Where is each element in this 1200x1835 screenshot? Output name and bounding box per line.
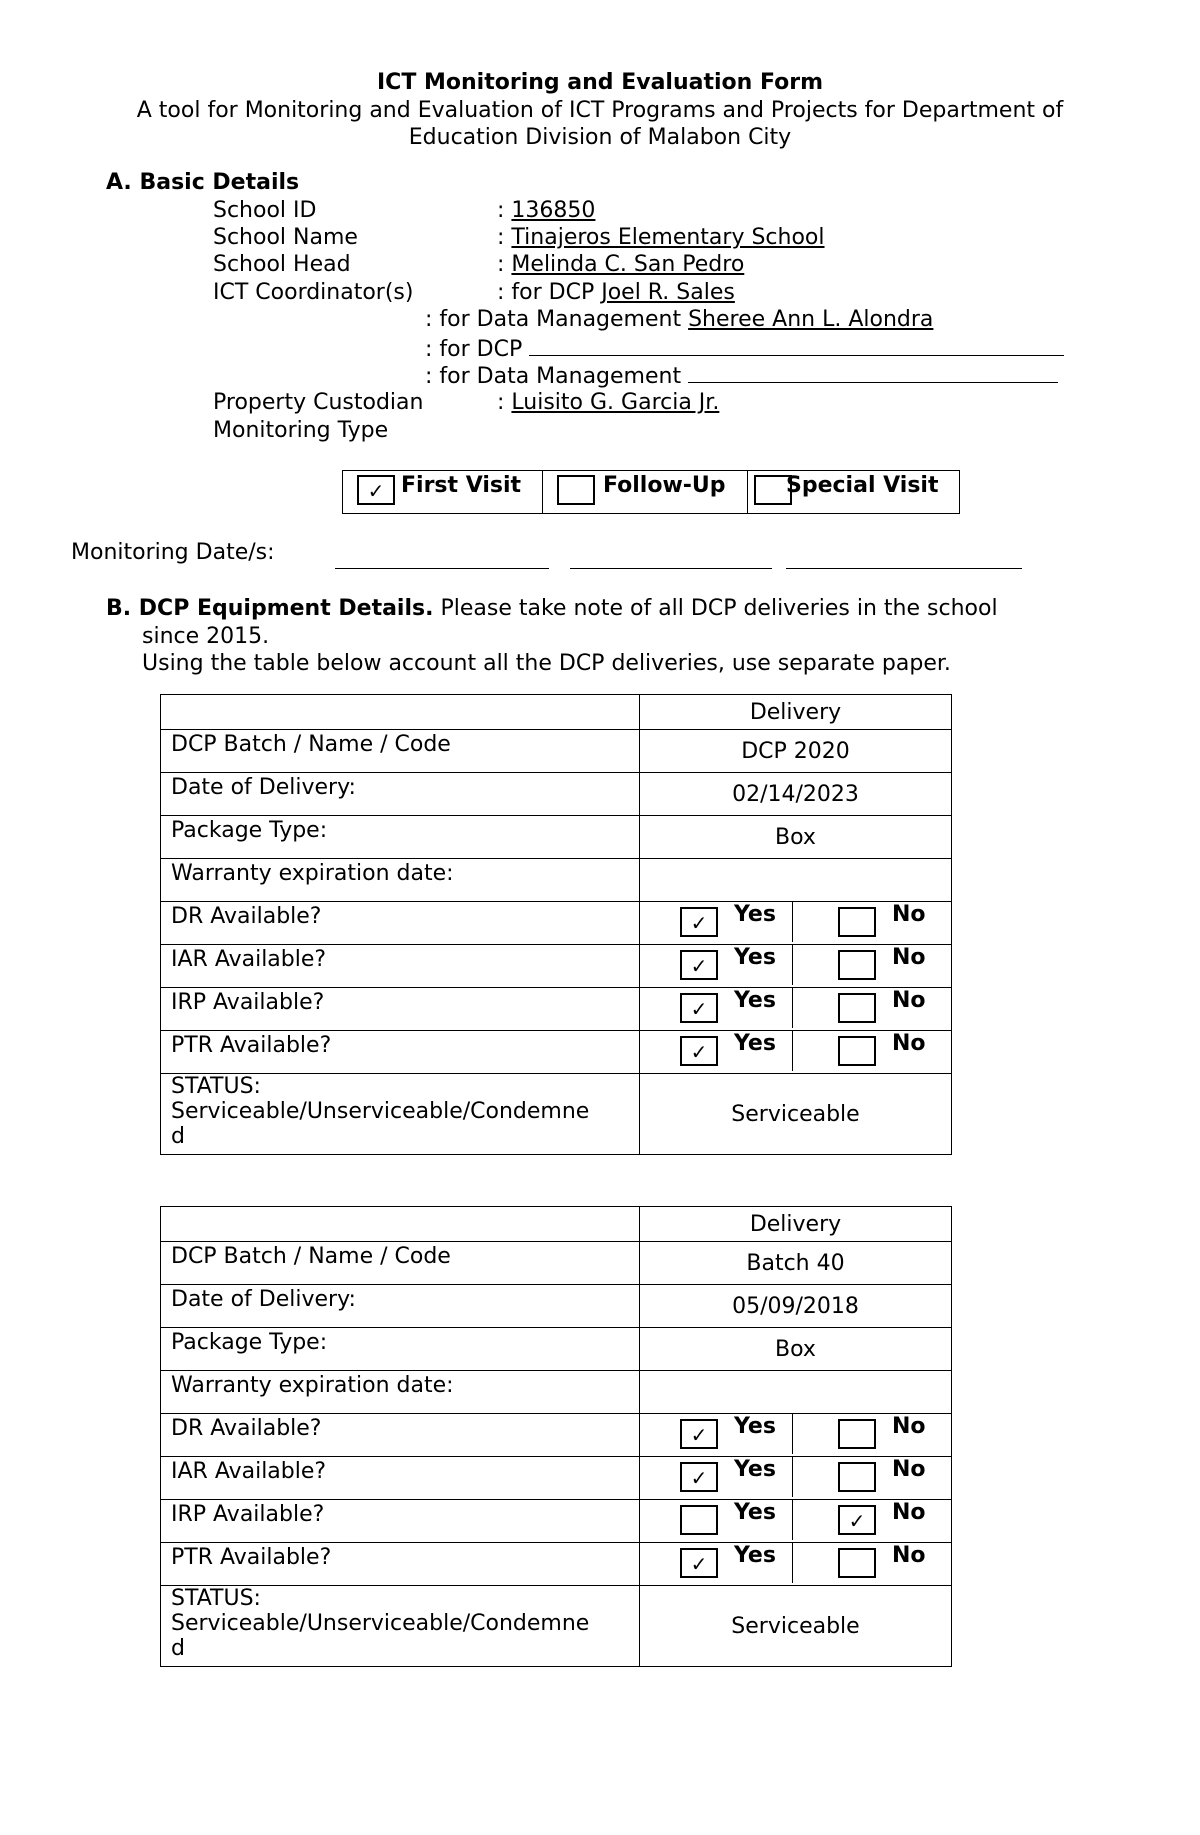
property-custodian-value: Luisito G. Garcia Jr. xyxy=(511,390,720,415)
ptr-options xyxy=(640,1031,952,1074)
package-label: Package Type: xyxy=(161,1328,640,1371)
dr-label: DR Available? xyxy=(161,1414,640,1457)
dm-coordinator-value: Sheree Ann L. Alondra xyxy=(688,307,934,332)
iar-options xyxy=(640,1457,952,1500)
no-label: No xyxy=(892,945,926,970)
dcp-coordinator-value: Joel R. Sales xyxy=(601,280,735,305)
delivery-table-2 xyxy=(160,1206,952,1667)
special-visit-label: Special Visit xyxy=(786,473,939,498)
status-value[interactable]: Serviceable xyxy=(640,1586,952,1667)
status-label xyxy=(161,1586,640,1667)
school-head-row xyxy=(497,252,744,277)
yes-label: Yes xyxy=(734,988,776,1013)
warranty-label: Warranty expiration date: xyxy=(161,859,640,902)
delivery-header: Delivery xyxy=(640,1207,952,1242)
batch-value[interactable]: Batch 40 xyxy=(640,1242,952,1285)
school-id-label: School ID xyxy=(213,198,317,223)
for-dcp-label: : for DCP xyxy=(497,280,595,305)
visit-special[interactable] xyxy=(748,471,958,513)
delivery-header: Delivery xyxy=(640,695,952,730)
section-b-heading xyxy=(106,596,998,621)
dcp-coordinator2-blank[interactable] xyxy=(529,335,1064,356)
irp-no-checkbox[interactable]: ✓ xyxy=(838,1505,876,1535)
iar-yes-checkbox[interactable]: ✓ xyxy=(680,1462,718,1492)
header-blank-cell xyxy=(161,695,640,730)
yes-label: Yes xyxy=(734,945,776,970)
form-subtitle-line2: Education Division of Malabon City xyxy=(408,125,792,150)
visit-type-table xyxy=(342,470,960,514)
for-dcp-label-2: : for DCP xyxy=(425,337,523,362)
property-custodian-row xyxy=(497,390,719,415)
monitoring-date-3[interactable] xyxy=(786,548,1022,569)
section-a-heading: A. Basic Details xyxy=(106,170,300,195)
yes-label: Yes xyxy=(734,1457,776,1482)
status-label-line1: STATUS: xyxy=(171,1074,261,1099)
follow-up-label: Follow-Up xyxy=(603,473,726,498)
date-value[interactable]: 05/09/2018 xyxy=(640,1285,952,1328)
status-label-line1: STATUS: xyxy=(171,1586,261,1611)
iar-label: IAR Available? xyxy=(161,1457,640,1500)
batch-label: DCP Batch / Name / Code xyxy=(161,730,640,773)
yes-label: Yes xyxy=(734,1500,776,1525)
no-label: No xyxy=(892,1031,926,1056)
iar-no-checkbox[interactable] xyxy=(838,950,876,980)
irp-label: IRP Available? xyxy=(161,988,640,1031)
form-title: ICT Monitoring and Evaluation Form xyxy=(377,70,823,95)
status-label-line2: Serviceable/Unserviceable/Condemne xyxy=(171,1611,590,1636)
school-name-value: Tinajeros Elementary School xyxy=(511,225,825,250)
dm-coordinator-row xyxy=(425,307,933,332)
section-b-heading-line2: since 2015. xyxy=(142,624,270,649)
status-value[interactable]: Serviceable xyxy=(640,1074,952,1155)
colon: : xyxy=(497,390,505,415)
colon: : xyxy=(497,198,505,223)
date-label: Date of Delivery: xyxy=(161,1285,640,1328)
warranty-label: Warranty expiration date: xyxy=(161,1371,640,1414)
yes-label: Yes xyxy=(734,1414,776,1439)
dr-options xyxy=(640,1414,952,1457)
iar-options xyxy=(640,945,952,988)
delivery-table-1 xyxy=(160,694,952,1155)
no-label: No xyxy=(892,1457,926,1482)
dm-coordinator2-row xyxy=(425,362,1058,389)
school-id-row xyxy=(497,198,595,223)
irp-yes-checkbox[interactable]: ✓ xyxy=(680,993,718,1023)
dr-options xyxy=(640,902,952,945)
dr-no-checkbox[interactable] xyxy=(838,1419,876,1449)
warranty-value[interactable] xyxy=(640,1371,952,1414)
no-label: No xyxy=(892,1414,926,1439)
first-visit-checkbox[interactable]: ✓ xyxy=(357,475,395,505)
colon: : xyxy=(497,252,505,277)
school-id-value: 136850 xyxy=(511,198,596,223)
ptr-yes-checkbox[interactable]: ✓ xyxy=(680,1036,718,1066)
dcp-coordinator2-row xyxy=(425,335,1064,362)
follow-up-checkbox[interactable] xyxy=(557,475,595,505)
iar-yes-checkbox[interactable]: ✓ xyxy=(680,950,718,980)
no-label: No xyxy=(892,988,926,1013)
dr-yes-checkbox[interactable]: ✓ xyxy=(680,1419,718,1449)
first-visit-label: First Visit xyxy=(401,473,522,498)
monitoring-date-1[interactable] xyxy=(335,548,549,569)
colon: : xyxy=(497,225,505,250)
ptr-options xyxy=(640,1543,952,1586)
batch-label: DCP Batch / Name / Code xyxy=(161,1242,640,1285)
package-value[interactable]: Box xyxy=(640,816,952,859)
irp-yes-checkbox[interactable] xyxy=(680,1505,718,1535)
for-dm-label-2: : for Data Management xyxy=(425,364,682,389)
visit-first[interactable] xyxy=(343,471,543,513)
school-name-row xyxy=(497,225,825,250)
status-label-line2: Serviceable/Unserviceable/Condemne xyxy=(171,1099,590,1124)
iar-no-checkbox[interactable] xyxy=(838,1462,876,1492)
form-subtitle-line1: A tool for Monitoring and Evaluation of ICT Programs and Projects for Department of xyxy=(136,98,1064,123)
ict-coordinator-label: ICT Coordinator(s) xyxy=(213,280,414,305)
no-label: No xyxy=(892,1543,926,1568)
section-b-heading-bold: B. DCP Equipment Details. xyxy=(106,596,434,621)
no-label: No xyxy=(892,1500,926,1525)
ptr-yes-checkbox[interactable]: ✓ xyxy=(680,1548,718,1578)
status-label-line3: d xyxy=(171,1124,185,1149)
school-name-label: School Name xyxy=(213,225,358,250)
irp-no-checkbox[interactable] xyxy=(838,993,876,1023)
ptr-label: PTR Available? xyxy=(161,1543,640,1586)
dm-coordinator2-blank[interactable] xyxy=(688,362,1058,383)
monitoring-type-label: Monitoring Type xyxy=(213,418,389,443)
for-dm-label: : for Data Management xyxy=(425,307,682,332)
date-label: Date of Delivery: xyxy=(161,773,640,816)
section-b-heading-rest: Please take note of all DCP deliveries in the school xyxy=(433,596,998,621)
no-label: No xyxy=(892,902,926,927)
yes-label: Yes xyxy=(734,902,776,927)
irp-label: IRP Available? xyxy=(161,1500,640,1543)
package-label: Package Type: xyxy=(161,816,640,859)
package-value[interactable]: Box xyxy=(640,1328,952,1371)
status-label xyxy=(161,1074,640,1155)
yes-label: Yes xyxy=(734,1031,776,1056)
iar-label: IAR Available? xyxy=(161,945,640,988)
irp-options xyxy=(640,988,952,1031)
school-head-label: School Head xyxy=(213,252,351,277)
dr-no-checkbox[interactable] xyxy=(838,907,876,937)
property-custodian-label: Property Custodian xyxy=(213,390,424,415)
ptr-label: PTR Available? xyxy=(161,1031,640,1074)
ptr-no-checkbox[interactable] xyxy=(838,1548,876,1578)
monitoring-date-2[interactable] xyxy=(570,548,772,569)
dr-yes-checkbox[interactable]: ✓ xyxy=(680,907,718,937)
dr-label: DR Available? xyxy=(161,902,640,945)
batch-value[interactable]: DCP 2020 xyxy=(640,730,952,773)
warranty-value[interactable] xyxy=(640,859,952,902)
yes-label: Yes xyxy=(734,1543,776,1568)
school-head-value: Melinda C. San Pedro xyxy=(511,252,745,277)
dcp-coordinator-row xyxy=(497,280,735,305)
irp-options xyxy=(640,1500,952,1543)
monitoring-dates-label: Monitoring Date/s: xyxy=(71,540,275,565)
date-value[interactable]: 02/14/2023 xyxy=(640,773,952,816)
section-b-instruction: Using the table below account all the DCP deliveries, use separate paper. xyxy=(142,651,951,676)
ptr-no-checkbox[interactable] xyxy=(838,1036,876,1066)
visit-follow-up[interactable] xyxy=(543,471,748,513)
status-label-line3: d xyxy=(171,1636,185,1661)
header-blank-cell xyxy=(161,1207,640,1242)
